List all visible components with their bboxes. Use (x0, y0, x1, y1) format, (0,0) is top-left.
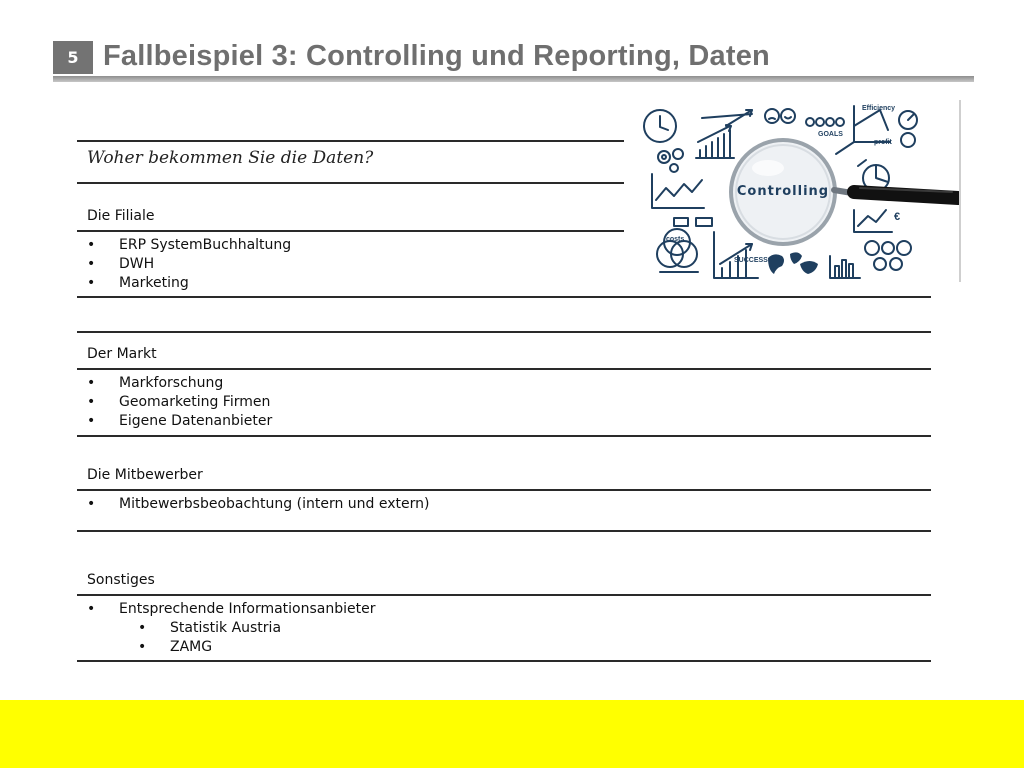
list-item: • DWH (87, 255, 291, 274)
divider-line (77, 489, 931, 491)
section-label-markt: Der Markt (87, 346, 157, 362)
growth-chart-icon (714, 232, 758, 278)
sketch-label: SUCCESS (734, 257, 768, 264)
bar-chart-icon (830, 256, 860, 278)
gears-row-icon (865, 241, 911, 270)
sketch-label: € (894, 211, 901, 223)
sketch-label: GOALS (818, 131, 843, 138)
controlling-illustration (640, 96, 960, 284)
clock-icon (644, 110, 676, 142)
divider-line (77, 331, 931, 333)
divider-line (77, 435, 931, 437)
list-item: • Eigene Datenanbieter (87, 412, 272, 431)
list-item: • Marketing (87, 274, 291, 293)
divider-line (77, 296, 931, 298)
list-item: • ERP SystemBuchhaltung (87, 236, 291, 255)
divider-line (77, 660, 931, 662)
divider-line (77, 368, 931, 370)
list-item: • Geomarketing Firmen (87, 393, 272, 412)
bar-chart-icon (696, 125, 734, 158)
bullet-list-sonstiges (87, 600, 376, 657)
gauge-icon (899, 111, 917, 147)
divider-line (77, 230, 624, 232)
list-item: • Entsprechende Informationsanbieter (87, 600, 376, 619)
euro-trend-icon (854, 210, 892, 232)
title-underline (53, 76, 974, 82)
slide-title: Fallbeispiel 3: Controlling und Reporting, Daten (103, 40, 770, 72)
section-label-sonstiges: Sonstiges (87, 572, 155, 588)
footer-band (0, 700, 1024, 768)
list-subitem: • ZAMG (87, 638, 376, 657)
divider-line (77, 530, 931, 532)
world-map-icon (768, 252, 818, 274)
sketch-label: Efficiency (862, 105, 896, 112)
gear-icon (658, 149, 683, 172)
label-box-icon (674, 218, 712, 226)
divider-line (77, 140, 624, 142)
bullet-list-mitbewerber (87, 495, 429, 514)
list-subitem: • Statistik Austria (87, 619, 376, 638)
list-item: • Mitbewerbsbeobachtung (intern und extern) (87, 495, 429, 514)
trend-arrow-icon (702, 110, 752, 126)
controlling-label: Controlling (736, 184, 830, 199)
bullet-list-markt (87, 374, 272, 431)
line-chart-icon (652, 174, 704, 208)
slide-number-badge: 5 (53, 41, 93, 74)
bullet-list-filiale (87, 236, 291, 293)
divider-line (77, 594, 931, 596)
list-item: • Markforschung (87, 374, 272, 393)
section-label-filiale: Die Filiale (87, 208, 155, 224)
question-text: Woher bekommen Sie die Daten? (87, 148, 374, 168)
smiley-icon (765, 109, 795, 123)
bicycle-icon (806, 118, 844, 126)
illustration-edge (959, 100, 961, 282)
divider-line (77, 182, 624, 184)
axes-icon (836, 106, 890, 154)
section-label-mitbewerber: Die Mitbewerber (87, 467, 203, 483)
sketch-label: costs (666, 236, 685, 243)
sketch-label: profit (874, 139, 892, 146)
